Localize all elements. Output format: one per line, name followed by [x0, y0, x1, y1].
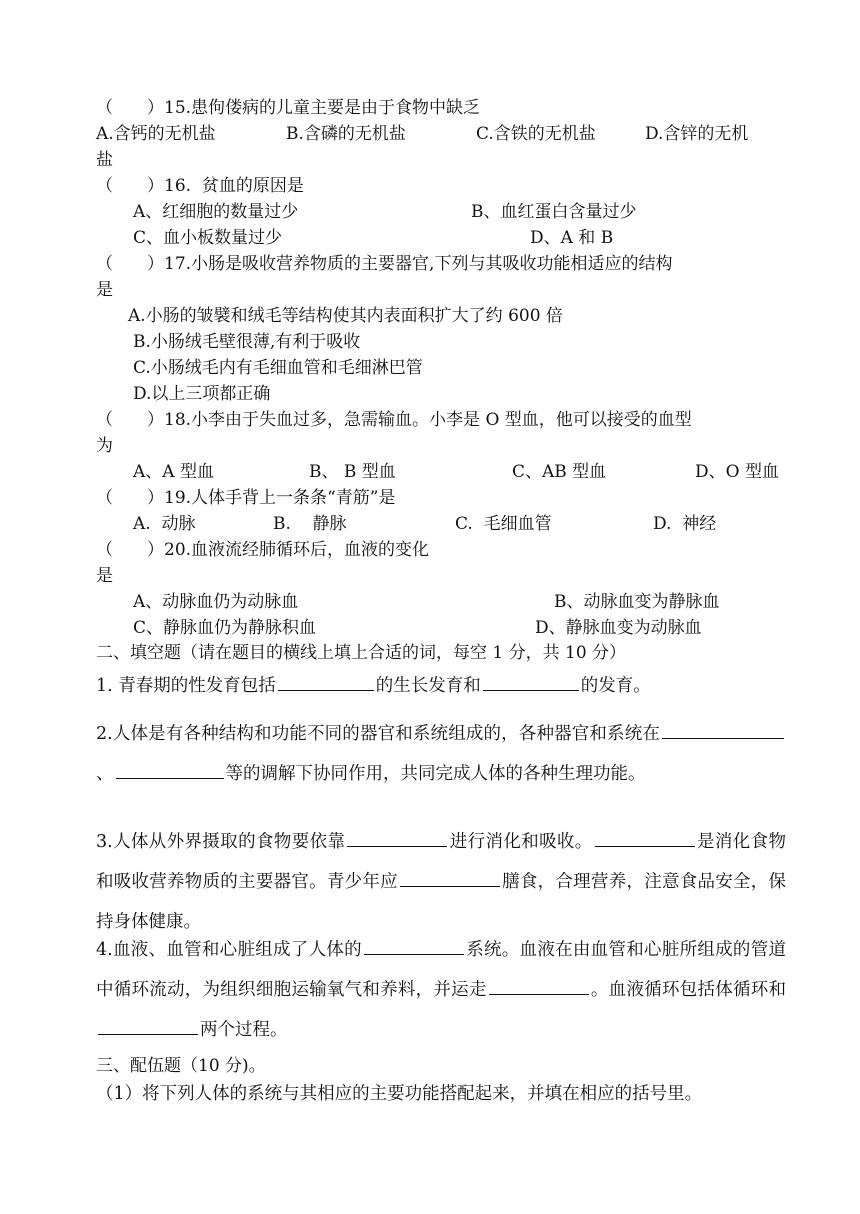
q16-option-c: C、血小板数量过少: [133, 228, 283, 248]
section2-title: 二、填空题（请在题目的横线上填上合适的词，每空 1 分，共 10 分）: [96, 643, 627, 663]
q19-option-c: C. 毛细血管: [455, 514, 552, 534]
answer-blank[interactable]: [662, 716, 784, 739]
answer-blank[interactable]: [483, 668, 579, 691]
fill-2-text-b: 、: [96, 764, 114, 784]
q15-option-a: A.含钙的无机盐: [96, 124, 216, 144]
fill-item-4: [96, 930, 786, 1050]
section3-title: 三、配伍题（10 分)。: [96, 1056, 266, 1076]
fill-4-text-c: 。血液循环包括体循环和: [590, 980, 787, 1000]
fill-4-text-b: 系统。血液在由血管和心脏所组成的管道中循环流动，为组织细胞运输氧气和养料，并运走: [96, 940, 786, 1000]
q17-stem: （ ）17.小肠是吸收营养物质的主要器官,下列与其吸收功能相适应的结构: [96, 254, 673, 274]
q20-option-a: A、动脉血仍为动脉血: [133, 592, 299, 612]
q18-wrap: 为: [96, 436, 113, 456]
q16-option-d: D、A 和 B: [530, 228, 614, 248]
section3-item-1: （1）将下列人体的系统与其相应的主要功能搭配起来，并填在相应的括号里。: [96, 1084, 703, 1104]
answer-blank[interactable]: [595, 824, 695, 847]
q15-option-b: B.含磷的无机盐: [286, 124, 406, 144]
fill-4-text-a: 4.血液、血管和心脏组成了人体的: [96, 940, 362, 960]
fill-1-text-b: 的生长发育和: [375, 676, 481, 696]
fill-1-text-c: 的发育。: [580, 676, 651, 696]
q17-option-b: B.小肠绒毛壁很薄,有利于吸收: [133, 332, 361, 352]
q18-option-b: B、 B 型血: [309, 462, 396, 482]
q20-wrap: 是: [96, 566, 113, 586]
q19-option-b: B. 静脉: [273, 514, 347, 534]
fill-item-1: [96, 666, 786, 706]
q18-option-d: D、O 型血: [695, 462, 779, 482]
fill-1-text-a: 1. 青春期的性发育包括: [96, 676, 276, 696]
q16-option-a: A、红细胞的数量过少: [133, 202, 299, 222]
answer-blank[interactable]: [278, 668, 374, 691]
fill-3-text-a: 3.人体从外界摄取的食物要依靠: [96, 832, 346, 852]
fill-3-text-b: 进行消化和吸收。: [449, 832, 593, 852]
q17-option-a: A.小肠的皱襞和绒毛等结构使其内表面积扩大了约 600 倍: [128, 306, 563, 326]
answer-blank[interactable]: [98, 1012, 198, 1035]
q16-stem: （ ）16. 贫血的原因是: [96, 176, 304, 196]
answer-blank[interactable]: [364, 932, 464, 955]
fill-2-text-c: 等的调解下协同作用，共同完成人体的各种生理功能。: [225, 764, 646, 784]
q17-option-d: D.以上三项都正确: [133, 384, 271, 404]
q15-stem: （ ）15.患佝偻病的儿童主要是由于食物中缺乏: [96, 98, 481, 118]
fill-4-text-d: 两个过程。: [200, 1020, 288, 1040]
q20-option-c: C、静脉血仍为静脉积血: [133, 618, 317, 638]
answer-blank[interactable]: [347, 824, 447, 847]
q18-stem: （ ）18.小李由于失血过多，急需输血。小李是 O 型血，他可以接受的血型: [96, 410, 692, 430]
q15-wrap: 盐: [96, 150, 113, 170]
q18-option-c: C、AB 型血: [512, 462, 607, 482]
q20-option-b: B、动脉血变为静脉血: [554, 592, 720, 612]
q19-option-a: A. 动脉: [133, 514, 196, 534]
q18-option-a: A、A 型血: [133, 462, 214, 482]
fill-2-text-a: 2.人体是有各种结构和功能不同的器官和系统组成的，各种器官和系统在: [96, 724, 660, 744]
fill-item-3: [96, 822, 786, 942]
answer-blank[interactable]: [400, 864, 500, 887]
q20-stem: （ ）20.血液流经肺循环后，血液的变化: [96, 540, 430, 560]
q19-stem: （ ）19.人体手背上一条条“青筋”是: [96, 488, 396, 508]
fill-item-2: [96, 714, 786, 794]
answer-blank[interactable]: [489, 972, 589, 995]
q15-option-d: D.含锌的无机: [645, 124, 749, 144]
q17-option-c: C.小肠绒毛内有毛细血管和毛细淋巴管: [133, 358, 423, 378]
fill-3-text-d: 膳食，合理营养，注意食品安全，保持身体健康。: [96, 872, 787, 932]
q19-option-d: D. 神经: [653, 514, 717, 534]
q15-option-c: C.含铁的无机盐: [476, 124, 596, 144]
q16-option-b: B、血红蛋白含量过少: [471, 202, 637, 222]
q20-option-d: D、静脉血变为动脉血: [535, 618, 702, 638]
q17-wrap: 是: [96, 280, 113, 300]
answer-blank[interactable]: [116, 756, 224, 779]
fill-3-text-c: 是消化食物和吸收营养物质的主要器官。青少年应: [96, 832, 787, 892]
